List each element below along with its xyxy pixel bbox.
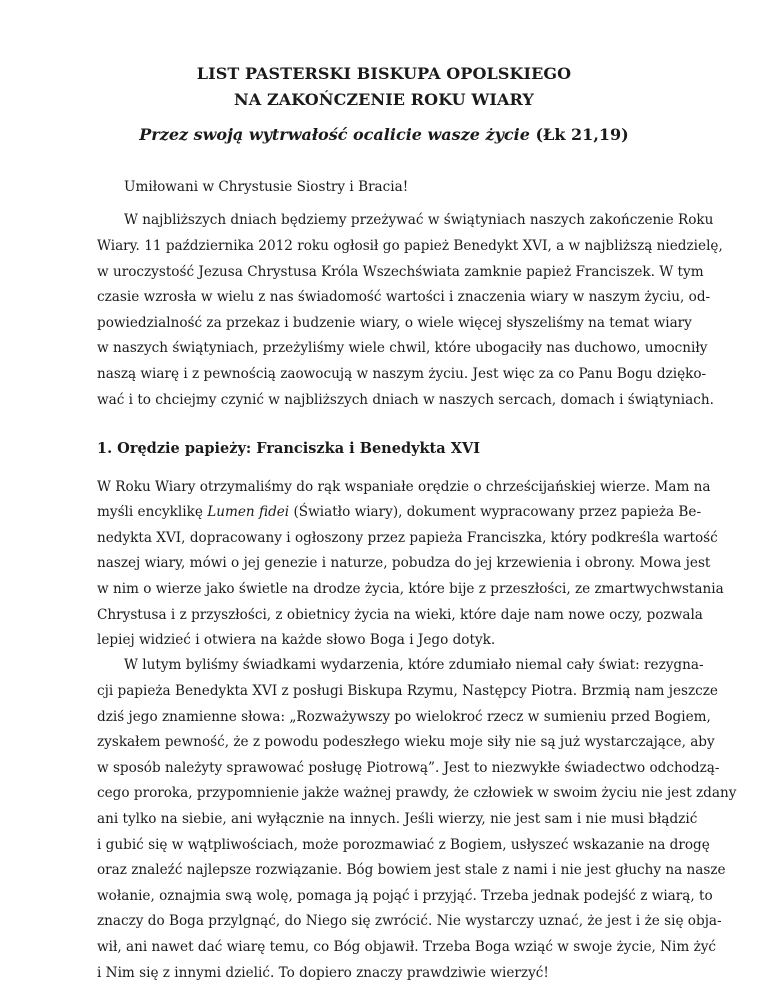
paragraph-line: lepiej widzieć i otwiera na każde słowo Boga i Jego dotyk. xyxy=(97,632,496,648)
intro-line: wać i to chciejmy czynić w najbliższych dniach w naszych sercach, domach i świątyniach. xyxy=(97,392,714,408)
paragraph-line: Chrystusa i z przyszłości, z obietnicy życia na wieki, które daje nam nowe oczy, pozwala xyxy=(97,607,703,623)
intro-line: w uroczystość Jezusa Chrystusa Króla Wszechświata zamknie papież Franciszek. W tym xyxy=(97,264,704,280)
paragraph-line: znaczy do Boga przylgnąć, do Niego się zwrócić. Nie wystarczy uznać, że jest i że się obja- xyxy=(97,913,722,929)
intro-line: czasie wzrosła w wielu z nas świadomość wartości i znaczenia wiary w naszym życiu, od- xyxy=(97,289,711,305)
paragraph-line: i Nim się z innymi dzielić. To dopiero znaczy prawdziwie wierzyć! xyxy=(97,965,549,981)
paragraph-line: W lutym byliśmy świadkami wydarzenia, które zdumiało niemal cały świat: rezygna- xyxy=(124,657,704,673)
subtitle-quote: Przez swoją wytrwałość ocalicie wasze życie xyxy=(139,125,530,144)
paragraph-line: oraz znaleźć najlepsze rozwiązanie. Bóg bowiem jest stale z nami i nie jest głuchy na nasze xyxy=(97,862,726,878)
paragraph-line: nedykta XVI, dopracowany i ogłoszony przez papieża Franciszka, który podkreśla wartość xyxy=(97,530,718,546)
intro-line: w naszych świątyniach, przeżyliśmy wiele chwil, które ubogaciły nas duchowo, umocniły xyxy=(97,340,708,356)
paragraph-line xyxy=(97,503,702,521)
paragraph-line: dziś jego znamienne słowa: „Rozważywszy po wielokroć rzecz w sumieniu przed Bogiem, xyxy=(97,709,711,725)
paragraph-line: naszej wiary, mówi o jej genezie i naturze, pobudza do jej krzewienia i obrony. Mowa jest xyxy=(97,555,711,571)
paragraph-line: wił, ani nawet dać wiarę temu, co Bóg objawił. Trzeba Boga wziąć w swoje życie, Nim żyć xyxy=(97,939,717,955)
paragraph-line: cego proroka, przypomnienie jakże ważnej prawdy, że człowiek w swoim życiu nie jest zdany xyxy=(97,785,737,801)
intro-line: Wiary. 11 października 2012 roku ogłosił go papież Benedykt XVI, a w najbliższą niedzielę, xyxy=(97,238,723,254)
paragraph-line: cji papieża Benedykta XVI z posługi Biskupa Rzymu, Następcy Piotra. Brzmią nam jeszcze xyxy=(97,683,718,699)
subtitle xyxy=(0,125,768,144)
subtitle-reference: (Łk 21,19) xyxy=(529,125,629,144)
intro-line: W najbliższych dniach będziemy przeżywać w świątyniach naszych zakończenie Roku xyxy=(124,212,714,228)
text-run: (Światło wiary), dokument wypracowany przez papieża Be- xyxy=(289,504,702,520)
paragraph-line: W Roku Wiary otrzymaliśmy do rąk wspaniałe orędzie o chrześcijańskiej wierze. Mam na xyxy=(97,479,711,495)
intro-line: naszą wiarę i z pewnością zaowocują w naszym życiu. Jest więc za co Panu Bogu dzięko- xyxy=(97,366,707,382)
paragraph-line: w sposób należyty sprawować posługę Piotrową”. Jest to niezwykłe świadectwo odchodzą- xyxy=(97,760,720,776)
title-line-2: NA ZAKOŃCZENIE ROKU WIARY xyxy=(234,90,534,109)
text-run: myśli encyklikę xyxy=(97,504,208,520)
greeting: Umiłowani w Chrystusie Siostry i Bracia! xyxy=(124,179,409,195)
intro-line: powiedzialność za przekaz i budzenie wiary, o wiele więcej słyszeliśmy na temat wiary xyxy=(97,315,692,331)
paragraph-line: ani tylko na siebie, ani wyłącznie na innych. Jeśli wierzy, nie jest sam i nie musi błądzić xyxy=(97,811,698,827)
section-heading: 1. Orędzie papieży: Franciszka i Benedykta XVI xyxy=(97,440,480,457)
paragraph-line: zyskałem pewność, że z powodu podeszłego wieku moje siły nie są już wystarczające, aby xyxy=(97,734,715,750)
paragraph-line: wołanie, oznajmia swą wolę, pomaga ją pojąć i przyjąć. Trzeba jednak podejść z wiarą, to xyxy=(97,888,713,904)
paragraph-line: i gubić się w wątpliwościach, może porozmawiać z Bogiem, usłyszeć wskazanie na drogę xyxy=(97,837,710,853)
encyclical-title: Lumen fidei xyxy=(207,504,290,520)
title-line-1: LIST PASTERSKI BISKUPA OPOLSKIEGO xyxy=(196,64,572,83)
paragraph-line: w nim o wierze jako świetle na drodze życia, które bije z przeszłości, ze zmartwychwstania xyxy=(97,581,724,597)
